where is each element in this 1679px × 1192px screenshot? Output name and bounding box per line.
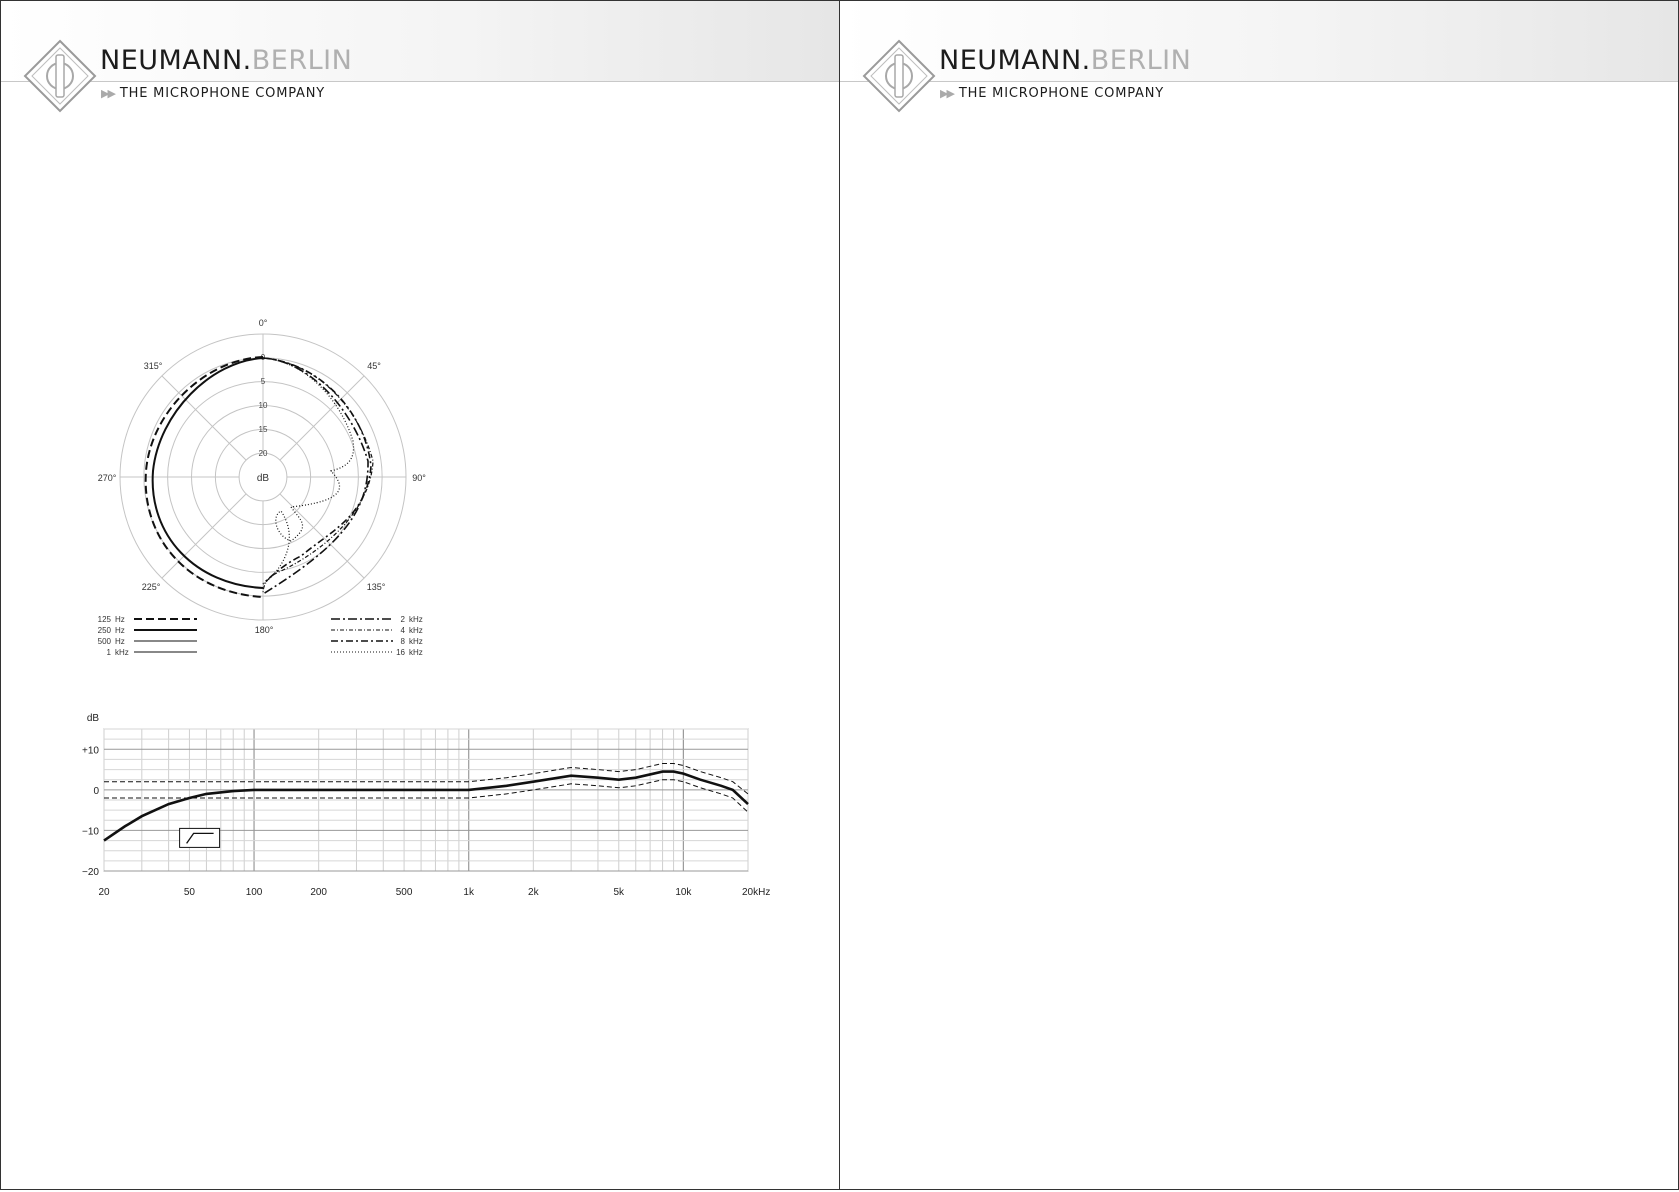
legend-unit: kHz	[409, 626, 423, 635]
polar-ring-label: 15	[258, 425, 268, 434]
double-arrow-icon: ▶▶	[940, 87, 953, 100]
x-tick-label: 1k	[463, 887, 474, 898]
frequency-response-chart	[1, 701, 840, 921]
y-tick-label: 0	[93, 785, 99, 797]
polar-spoke	[280, 376, 364, 460]
x-tick-label: 20kHz	[742, 887, 771, 898]
x-tick-label: 50	[183, 887, 195, 898]
y-axis-title: dB	[86, 713, 100, 724]
polar-ring-label: 5	[260, 377, 266, 386]
legend-unit: kHz	[409, 648, 423, 657]
x-tick-label: 100	[245, 887, 263, 898]
tagline	[940, 86, 1164, 101]
legend-freq: 2	[400, 615, 405, 624]
polar-angle-label: 0°	[258, 318, 268, 328]
x-tick-label: 5k	[613, 887, 625, 898]
legend-freq: 4	[400, 626, 405, 635]
polar-curve-8khz	[260, 358, 371, 584]
legend-freq: 8	[400, 637, 405, 646]
page-right	[839, 0, 1679, 1190]
neumann-diamond-logo	[862, 39, 936, 113]
legend-freq: 500	[97, 637, 111, 646]
neumann-diamond-logo	[23, 39, 97, 113]
x-tick-label: 10k	[675, 887, 692, 898]
polar-ring-label: 0	[260, 353, 266, 362]
polar-pattern-diagram	[1, 301, 840, 661]
brand-wordmark	[100, 45, 352, 76]
polar-curve-4khz	[260, 358, 373, 594]
tagline-text: THE MICROPHONE COMPANY	[119, 86, 325, 101]
legend-freq: 16	[396, 648, 405, 657]
polar-ring-label: 10	[258, 401, 268, 410]
brand-wordmark	[939, 45, 1191, 76]
legend-freq: 250	[97, 626, 111, 635]
polar-angle-label: 315°	[143, 361, 163, 371]
polar-angle-label: 225°	[141, 582, 161, 592]
y-tick-label: −20	[82, 867, 99, 878]
polar-spoke	[162, 494, 246, 578]
tagline-text: THE MICROPHONE COMPANY	[958, 86, 1164, 101]
legend-unit: Hz	[115, 626, 125, 635]
legend-unit: Hz	[115, 637, 125, 646]
polar-curve-2khz	[260, 358, 368, 594]
page-left	[0, 0, 840, 1190]
legend-unit: kHz	[409, 615, 423, 624]
polar-angle-label: 270°	[97, 473, 117, 483]
polar-ring-label: 20	[258, 449, 268, 458]
polar-angle-label: 45°	[367, 361, 381, 371]
polar-curve-250hz	[153, 358, 263, 588]
brand-main: NEUMANN.	[100, 45, 252, 76]
y-tick-label: −10	[82, 826, 99, 838]
x-tick-label: 200	[310, 887, 328, 898]
legend-unit: Hz	[115, 615, 125, 624]
legend-unit: kHz	[115, 648, 129, 657]
brand-sub: BERLIN	[1090, 45, 1192, 76]
polar-spoke	[162, 376, 246, 460]
x-tick-label: 500	[395, 887, 413, 898]
brand-main: NEUMANN.	[939, 45, 1091, 76]
x-tick-label: 2k	[528, 887, 539, 898]
y-tick-label: +10	[82, 745, 99, 757]
brand-sub: BERLIN	[251, 45, 353, 76]
tagline	[101, 86, 325, 101]
polar-center-label: dB	[256, 473, 270, 484]
polar-angle-label: 135°	[366, 582, 386, 592]
polar-angle-label: 90°	[412, 473, 426, 483]
legend-freq: 125	[97, 615, 111, 624]
legend-unit: kHz	[409, 637, 423, 646]
x-tick-label: 20	[98, 887, 110, 898]
polar-angle-label: 180°	[254, 625, 274, 635]
legend-freq: 1	[106, 648, 111, 657]
highpass-filter-icon	[180, 828, 220, 847]
double-arrow-icon: ▶▶	[101, 87, 114, 100]
